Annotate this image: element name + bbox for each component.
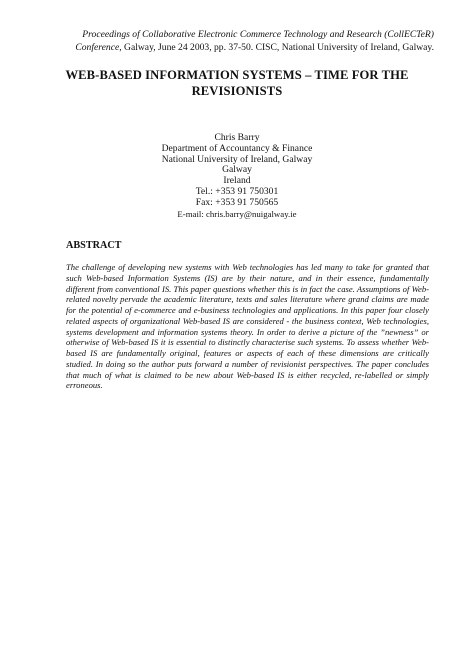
paper-title: WEB-BASED INFORMATION SYSTEMS – TIME FOR THE REVISIONISTS: [65, 68, 409, 98]
author-city: Galway: [222, 164, 252, 176]
author-telephone: Tel.: +353 91 750301: [195, 185, 279, 197]
proceedings-conference-word: Conference: [75, 42, 120, 53]
proceedings-header: [64, 28, 434, 54]
author-department: Department of Accountancy & Finance: [161, 142, 313, 154]
author-fax: Fax: +353 91 750565: [195, 196, 279, 208]
author-block: [80, 133, 394, 219]
abstract-heading: ABSTRACT: [66, 240, 122, 251]
proceedings-title: Proceedings of Collaborative Electronic Commerce Technology and Research (CollECTeR): [82, 29, 434, 40]
abstract-body: The challenge of developing new systems with Web technologies has led many to take for granted that such Web-based Information Systems (IS) are by their nature, and in their essence, fundamentally different from conventional IS. This paper questions whether this is in fact the case. Assumptions of Web-related novelty pervade the academic literature, texts and sales literature where grand claims are made for the potential of e-commerce and e-business technologies and applications. In this paper four closely related aspects of organizational Web-based IS are considered - the business context, Web technologies, systems development and information systems theory. In order to derive a picture of the ”newness” or otherwise of Web-based IS it is essential to distinctly characterise such systems. To assess whether Web-based IS are fundamentally original, features or aspects of each of these dimensions are critically studied. In doing so the author puts forward a number of revisionist perspectives. The paper concludes that much of what is claimed to be new about Web-based IS is either recycled, re-labelled or simply erroneous.: [66, 262, 429, 391]
proceedings-details: [64, 41, 434, 54]
author-email: E-mail: chris.barry@nuigalway.ie: [177, 208, 297, 219]
author-university: National University of Ireland, Galway: [161, 153, 313, 165]
proceedings-venue: , Galway, June 24 2003, pp. 37-50. CISC, National University of Ireland, Galway.: [119, 42, 434, 53]
author-name: Chris Barry: [214, 132, 260, 143]
author-country: Ireland: [223, 175, 251, 187]
